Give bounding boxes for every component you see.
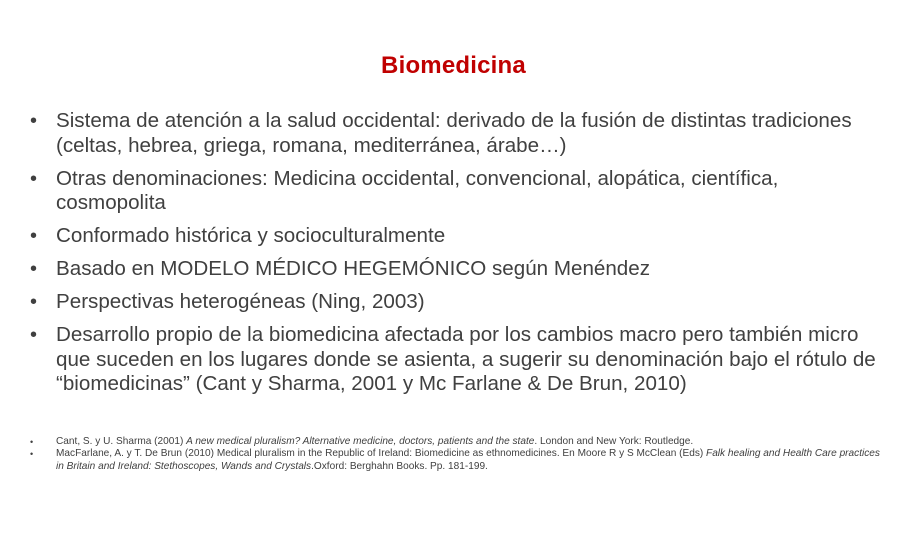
bullet-icon: • — [30, 110, 38, 132]
slide-title: Biomedicina — [381, 52, 526, 79]
list-item-text: Sistema de atención a la salud occidental: derivado de la fusión de distintas tradiciones (celtas, hebrea, griega, romana, mediterránea, árabe…) — [56, 109, 852, 157]
bullet-icon: • — [30, 225, 38, 247]
reference-author: MacFarlane, A. y T. De Brun (2010) Medical pluralism in the Republic of Ireland: Biomedicine as ethnomedicines. En Moore R y S McClean (Eds) — [56, 448, 707, 460]
bullet-icon: • — [30, 449, 34, 460]
references-list — [30, 436, 890, 473]
bullet-icon: • — [30, 167, 38, 190]
list-item — [30, 224, 890, 249]
list-item-text: Conformado histórica y socioculturalmente — [56, 224, 446, 247]
list-item-text: Desarrollo propio de la biomedicina afectada por los cambios macro pero también micro que suceden en los lugares donde se asienta, a sugerir su denominación bajo el rótulo de “biomedicinas” (Cant y Sharma, 2001 y Mc Farlane & De Brun, 2010) — [56, 323, 876, 395]
reference-title: A new medical pluralism? Alternative medicine, doctors, patients and the state — [186, 436, 535, 447]
reference-publisher: . London and New York: Routledge. — [534, 436, 694, 447]
list-item-text: Basado en MODELO MÉDICO HEGEMÓNICO según Menéndez — [56, 257, 651, 280]
reference-item — [30, 436, 890, 448]
reference-author: Cant, S. y U. Sharma (2001) — [56, 436, 187, 447]
reference-text — [56, 448, 880, 471]
list-item — [30, 290, 890, 315]
list-item-text: Otras denominaciones: Medicina occidental, convencional, alopática, científica, cosmopolita — [56, 166, 779, 214]
reference-text — [56, 436, 693, 447]
list-item — [30, 167, 890, 216]
reference-title: Falk healing and Health Care practices in Britain and Ireland: Stethoscopes, Wands and Crystals — [56, 448, 880, 472]
list-item — [30, 109, 890, 158]
list-item — [30, 257, 890, 282]
bullet-icon: • — [30, 291, 38, 313]
reference-item — [30, 448, 890, 473]
reference-publisher: .Oxford: Berghahn Books. Pp. 181-199. — [311, 460, 488, 472]
list-item-text: Perspectivas heterogéneas (Ning, 2003) — [56, 290, 425, 313]
list-item — [30, 323, 890, 397]
bullet-icon: • — [30, 324, 38, 346]
bullet-icon: • — [30, 437, 34, 447]
bullet-icon: • — [30, 258, 38, 280]
main-bullet-list — [30, 109, 890, 405]
